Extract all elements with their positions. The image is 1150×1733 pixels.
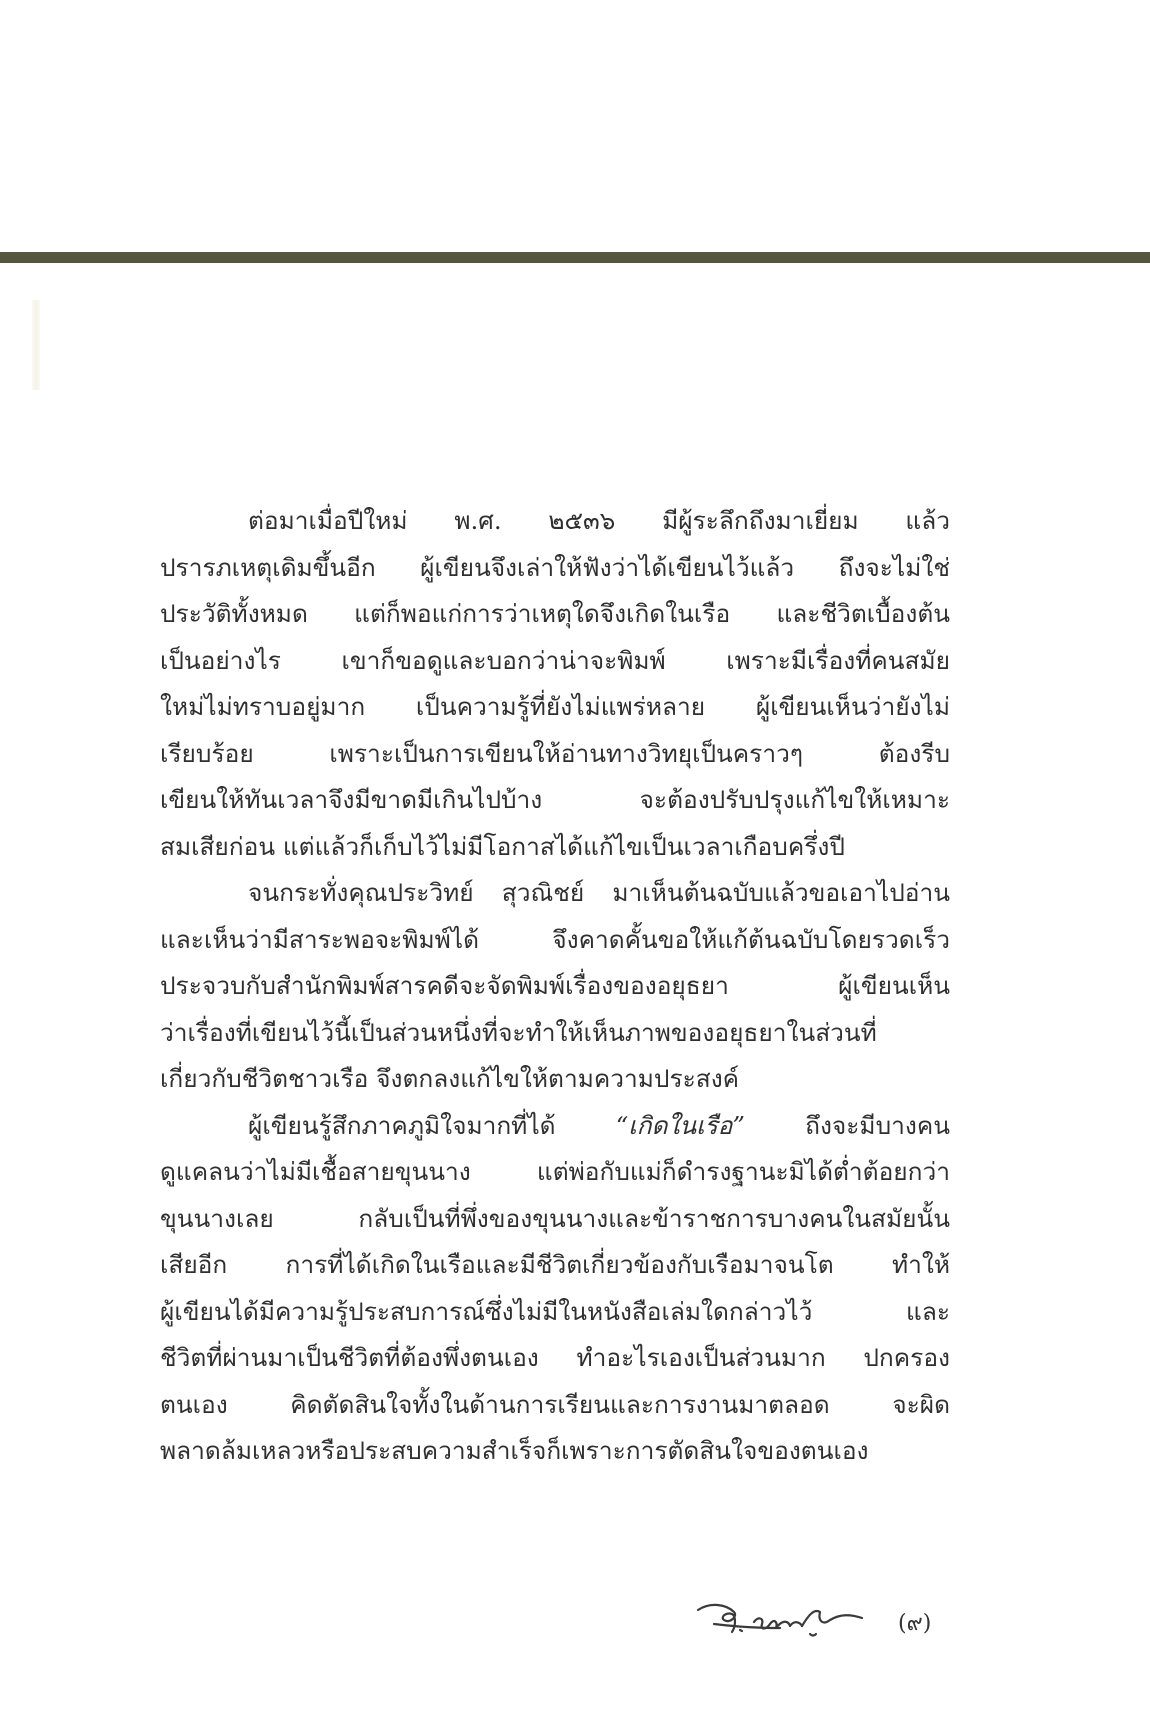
text-line: จนกระทั่งคุณประวิทย์ สุวณิชย์ มาเห็นต้นฉบับแล้วขอเอาไปอ่าน: [248, 878, 950, 907]
text-run: ถึงจะมีบางคน: [744, 1110, 950, 1140]
text-line: เกี่ยวกับชีวิตชาวเรือ จึงตกลงแก้ไขให้ตามความประสงค์: [160, 1064, 740, 1093]
handwritten-signature: [690, 1590, 890, 1650]
text-line: เป็นอย่างไร เขาก็ขอดูและบอกว่าน่าจะพิมพ์ เพราะมีเรื่องที่คนสมัย: [160, 645, 950, 675]
text-line: และเห็นว่ามีสาระพอจะพิมพ์ได้ จึงคาดคั้นขอให้แก้ต้นฉบับโดยรวดเร็ว: [160, 924, 950, 954]
text-line: เขียนให้ทันเวลาจึงมีขาดมีเกินไปบ้าง จะต้องปรับปรุงแก้ไขให้เหมาะ: [160, 785, 950, 814]
text-run: ผู้เขียนรู้สึกภาคภูมิใจมากที่ได้: [248, 1110, 616, 1140]
text-line: ปรารภเหตุเดิมขึ้นอีก ผู้เขียนจึงเล่าให้ฟังว่าได้เขียนไว้แล้ว ถึงจะไม่ใช่: [160, 552, 950, 582]
text-line: ประจวบกับสำนักพิมพ์สารคดีจะจัดพิมพ์เรื่องของอยุธยา ผู้เขียนเห็น: [160, 971, 950, 1000]
text-line: เสียอีก การที่ได้เกิดในเรือและมีชีวิตเกี่ยวข้องกับเรือมาจนโต ทำให้: [160, 1250, 950, 1279]
book-title-quote: “เกิดในเรือ”: [615, 1110, 745, 1140]
text-line: สมเสียก่อน แต่แล้วก็เก็บไว้ไม่มีโอกาสได้แก้ไขเป็นเวลาเกือบครึ่งปี: [160, 831, 845, 861]
text-line: ชีวิตที่ผ่านมาเป็นชีวิตที่ต้องพึ่งตนเอง ทำอะไรเองเป็นส่วนมาก ปกครอง: [160, 1343, 950, 1372]
text-line: ต่อมาเมื่อปีใหม่ พ.ศ. ๒๕๓๖ มีผู้ระลึกถึงมาเยี่ยม แล้ว: [248, 506, 950, 535]
body-text: [160, 498, 950, 1475]
text-line: ตนเอง คิดตัดสินใจทั้งในด้านการเรียนและการงานมาตลอด จะผิด: [160, 1389, 950, 1419]
scan-edge-mark: [32, 300, 40, 390]
paragraph-3: [160, 1103, 950, 1475]
header-divider-bar: [0, 252, 1150, 263]
text-line: ว่าเรื่องที่เขียนไว้นี้เป็นส่วนหนึ่งที่จะทำให้เห็นภาพของอยุธยาในส่วนที่: [160, 1017, 877, 1047]
text-line: ดูแคลนว่าไม่มีเชื้อสายขุนนาง แต่พ่อกับแม่ก็ดำรงฐานะมิได้ต่ำต้อยกว่า: [160, 1157, 950, 1186]
text-line: ขุนนางเลย กลับเป็นที่พึ่งของขุนนางและข้าราชการบางคนในสมัยนั้น: [160, 1203, 950, 1233]
text-line: พลาดล้มเหลวหรือประสบความสำเร็จก็เพราะการตัดสินใจของตนเอง: [160, 1436, 869, 1465]
text-line: เรียบร้อย เพราะเป็นการเขียนให้อ่านทางวิทยุเป็นคราวๆ ต้องรีบ: [160, 738, 950, 768]
text-line: ประวัติทั้งหมด แต่ก็พอแก่การว่าเหตุใดจึงเกิดในเรือ และชีวิตเบื้องต้น: [160, 599, 950, 628]
paragraph-2: [160, 870, 950, 1103]
text-line: ใหม่ไม่ทราบอยู่มาก เป็นความรู้ที่ยังไม่แพร่หลาย ผู้เขียนเห็นว่ายังไม่: [160, 692, 950, 721]
text-line: ผู้เขียนได้มีความรู้ประสบการณ์ซึ่งไม่มีในหนังสือเล่มใดกล่าวไว้ และ: [160, 1296, 950, 1326]
page-footer: [690, 1590, 960, 1650]
page-number: (๙): [898, 1611, 932, 1636]
paragraph-1: [160, 498, 950, 870]
text-line: [160, 1103, 950, 1150]
